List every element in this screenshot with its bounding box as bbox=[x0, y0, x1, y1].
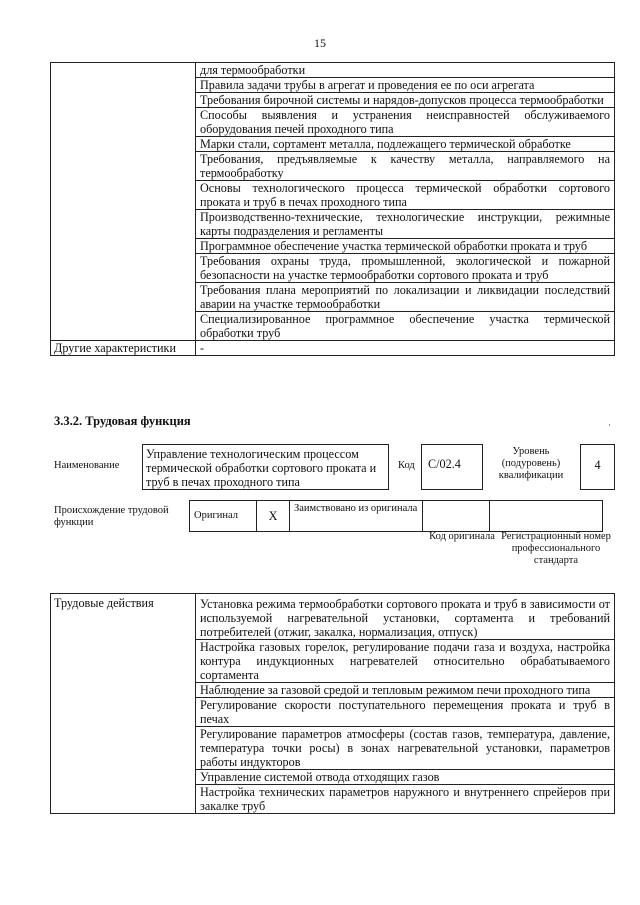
labor-action-row: Наблюдение за газовой средой и тепловым режимом печи проходного типа bbox=[196, 683, 615, 698]
original-mark: X bbox=[257, 501, 290, 532]
margin-mark: · bbox=[608, 420, 611, 430]
qualification-level-value: 4 bbox=[594, 458, 601, 472]
knowledge-row: Правила задачи трубы в агрегат и проведения ее по оси агрегата bbox=[196, 78, 615, 93]
function-name-value: Управление технологическим процессом термической обработки сортового проката и труб в печах проходного типа bbox=[146, 447, 377, 489]
knowledge-row: Марки стали, сортамент металла, подлежащего термической обработке bbox=[196, 137, 615, 152]
origin-label: Происхождение трудовой функции bbox=[54, 505, 169, 528]
knowledge-row: Производственно-технические, технологические инструкции, режимные карты подразделения и регламенты bbox=[196, 210, 615, 239]
qualification-level-label: Уровень (подуровень) квалификации bbox=[498, 446, 564, 481]
labor-actions-label: Трудовые действия bbox=[51, 594, 196, 814]
knowledge-row: Требования плана мероприятий по локализации и ликвидации последствий аварии на участке термообработки bbox=[196, 283, 615, 312]
labor-action-row: Настройка газовых горелок, регулирование подачи газа и воздуха, настройка контура индукционных нагревателей относительно обрабатываемого сортамента bbox=[196, 640, 615, 683]
knowledge-row: Программное обеспечение участка термической обработки проката и труб bbox=[196, 239, 615, 254]
knowledge-row: Основы технологического процесса термической обработки сортового проката и труб в печах проходного типа bbox=[196, 181, 615, 210]
qualification-level-box bbox=[580, 444, 615, 490]
reg-number-label: Регистрационный номер профессионального стандарта bbox=[501, 531, 611, 566]
code-original-cell bbox=[423, 501, 490, 532]
knowledge-label-cell bbox=[51, 63, 196, 341]
knowledge-row: Способы выявления и устранения неисправностей обслуживаемого оборудования печей проходного типа bbox=[196, 108, 615, 137]
other-characteristics-value: - bbox=[196, 341, 615, 356]
other-characteristics-label: Другие характеристики bbox=[51, 341, 196, 356]
function-code-value: C/02.4 bbox=[428, 457, 461, 471]
knowledge-row: Специализированное программное обеспечение участка термической обработки труб bbox=[196, 312, 615, 341]
knowledge-row: Требования бирочной системы и нарядов-допусков процесса термообработки bbox=[196, 93, 615, 108]
reg-number-cell bbox=[490, 501, 603, 532]
labor-action-row: Регулирование параметров атмосферы (состав газов, температура, давление, температура точки росы) в зонах нагревательной установки, параметров работы индукторов bbox=[196, 727, 615, 770]
section-heading: 3.3.2. Трудовая функция bbox=[54, 414, 191, 428]
knowledge-row: Требования охраны труда, промышленной, экологической и пожарной безопасности на участке термообработки сортового проката и труб bbox=[196, 254, 615, 283]
code-label: Код bbox=[398, 460, 415, 471]
labor-action-row: Управление системой отвода отходящих газов bbox=[196, 770, 615, 785]
function-code-box bbox=[421, 444, 483, 490]
knowledge-row: для термообработки bbox=[196, 63, 615, 78]
knowledge-table bbox=[50, 62, 615, 356]
code-original-label: Код оригинала bbox=[429, 531, 495, 542]
labor-actions-table bbox=[50, 593, 615, 814]
page-number: 15 bbox=[314, 36, 326, 50]
borrowed-label: Заимствовано из оригинала bbox=[290, 501, 423, 532]
origin-table bbox=[189, 500, 603, 532]
function-name-box bbox=[142, 444, 389, 490]
labor-action-row: Настройка технических параметров наружного и внутреннего спрейеров при закалке труб bbox=[196, 785, 615, 814]
labor-action-row: Установка режима термообработки сортового проката и труб в зависимости от используемой нагревательной установки, сортамента и требований потребителей (отжиг, закалка, нормализация, отпуск) bbox=[196, 594, 615, 640]
labor-action-row: Регулирование скорости поступательного перемещения проката и труб в печах bbox=[196, 698, 615, 727]
knowledge-row: Требования, предъявляемые к качеству металла, направляемого на термообработку bbox=[196, 152, 615, 181]
original-label: Оригинал bbox=[190, 501, 257, 532]
name-label: Наименование bbox=[54, 460, 120, 471]
